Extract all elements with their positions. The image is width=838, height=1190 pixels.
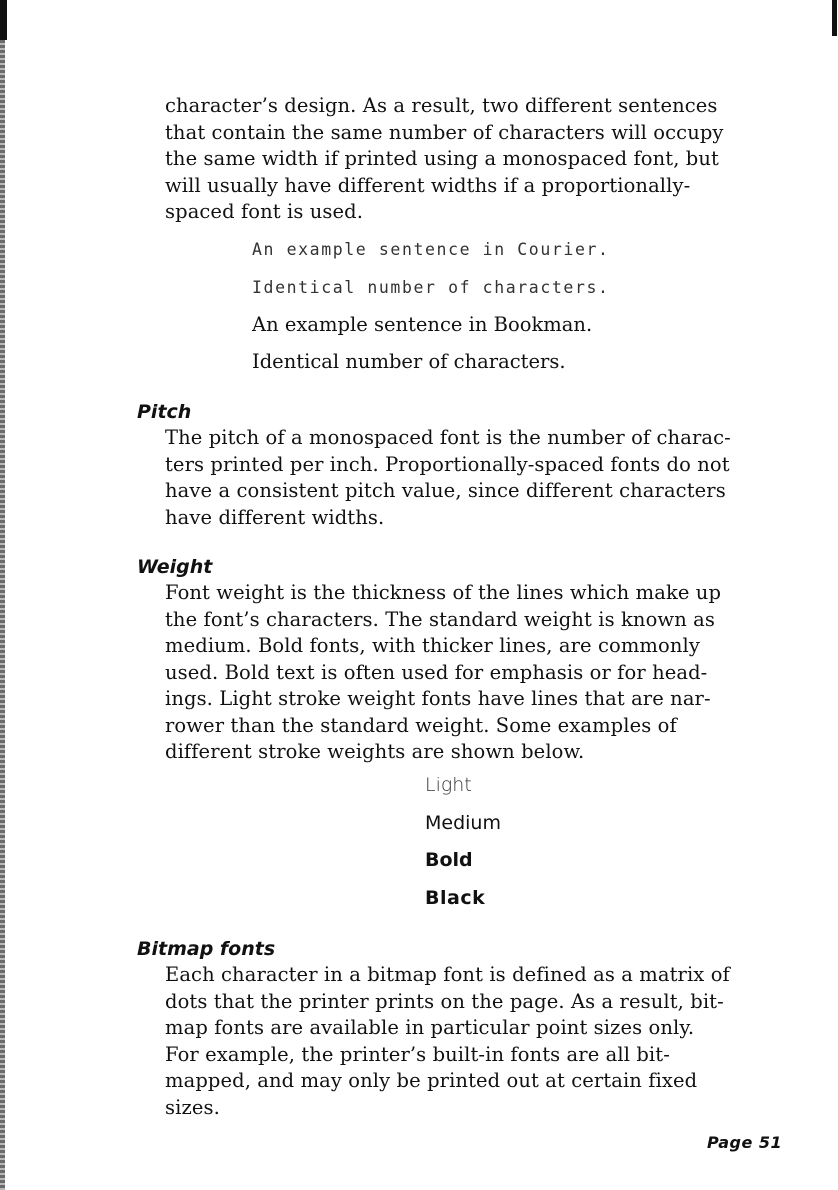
text-line: The pitch of a monospaced font is the number of charac- [165,426,731,449]
text-line: map fonts are available in particular point sizes only. [165,1016,695,1039]
section-heading-weight: Weight [137,556,213,578]
text-line: Each character in a bitmap font is defined as a matrix of [165,963,730,986]
courier-example-2: Identical number of characters. [252,278,610,297]
bitmap-paragraph [165,962,775,1121]
text-line: Font weight is the thickness of the lines which make up [165,581,722,604]
page-number: Page 51 [707,1133,783,1152]
weight-example-medium: Medium [425,812,501,834]
text-line: For example, the printer’s built-in fonts are all bit- [165,1042,670,1066]
bookman-example-2: Identical number of characters. [252,350,566,373]
weight-example-light: Light [425,774,472,796]
text-line: have a consistent pitch value, since different characters [165,479,726,502]
text-line: mapped, and may only be printed out at certain fixed [165,1069,698,1092]
weight-example-bold: Bold [425,849,473,871]
weight-example-black: Black [425,887,486,909]
scan-mark [0,0,7,40]
text-line: the same width if printed using a monospaced font, but [165,147,719,170]
courier-example-1: An example sentence in Courier. [252,240,610,259]
text-line: will usually have different widths if a proportionally- [165,173,691,197]
text-line: ters printed per inch. Proportionally-spaced fonts do not [165,452,730,476]
text-line: rower than the standard weight. Some examples of [165,713,677,737]
section-heading-pitch: Pitch [137,401,192,423]
section-heading-bitmap-fonts: Bitmap fonts [137,938,276,960]
text-line: different stroke weights are shown below. [165,740,585,763]
scan-mark [832,0,837,36]
text-line: medium. Bold fonts, with thicker lines, are commonly [165,634,700,657]
text-line: used. Bold text is often used for emphasis or for head- [165,660,708,684]
text-line: dots that the printer prints on the page. As a result, bit- [165,989,724,1013]
text-line: have different widths. [165,505,385,529]
text-line: character’s design. As a result, two different sentences [165,94,718,117]
bookman-example-1: An example sentence in Bookman. [252,313,593,336]
intro-paragraph [165,93,775,226]
scan-edge [0,0,5,1190]
weight-paragraph [165,580,775,766]
text-line: that contain the same number of characters will occupy [165,120,724,144]
text-line: the font’s characters. The standard weight is known as [165,607,715,631]
text-line: spaced font is used. [165,200,364,223]
text-line: ings. Light stroke weight fonts have lines that are nar- [165,687,711,710]
pitch-paragraph [165,425,775,531]
text-line: sizes. [165,1095,220,1119]
